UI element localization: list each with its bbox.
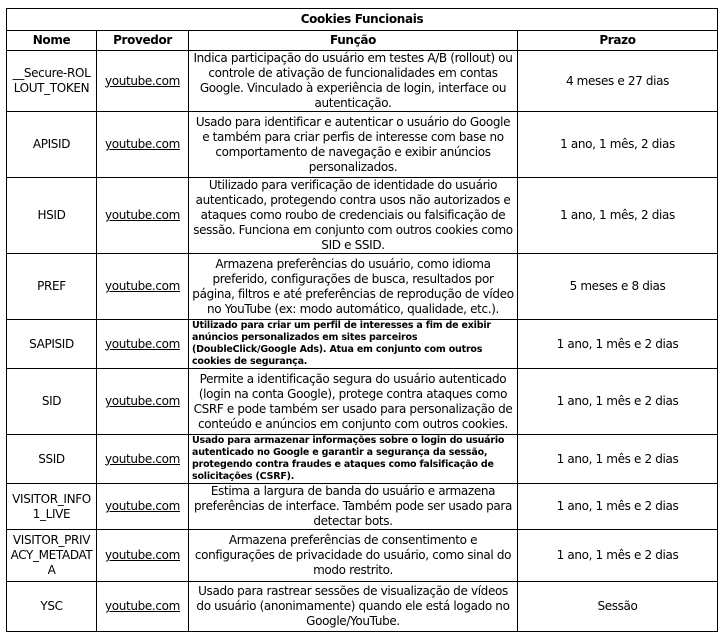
cookie-function: Usado para identificar e autenticar o usuário do Google e também para criar perfis de interesse com base no comportamento de navegação e exibir anúncios personalizados. (189, 112, 518, 178)
cookie-term: 1 ano, 1 mês e 2 dias (518, 484, 718, 530)
cookies-table (6, 8, 718, 632)
cookie-function: Armazena preferências do usuário, como idioma preferido, configurações de busca, resultados por página, filtros e até preferências de reprodução de vídeo no YouTube (ex: modo automático, qualidade, etc.). (189, 254, 518, 320)
cookie-term: 1 ano, 1 mês e 2 dias (518, 435, 718, 484)
provider-link[interactable]: youtube.com (105, 208, 180, 222)
table-row (7, 435, 718, 484)
table-row (7, 320, 718, 369)
cookie-name: SID (7, 369, 97, 435)
header-nome: Nome (7, 31, 97, 51)
cookie-term: 1 ano, 1 mês, 2 dias (518, 178, 718, 254)
cookie-name: YSC (7, 582, 97, 632)
cookie-name: VISITOR_PRIVACY_METADATA (7, 530, 97, 582)
table-row (7, 178, 718, 254)
table-row (7, 254, 718, 320)
cookie-term: 1 ano, 1 mês e 2 dias (518, 369, 718, 435)
provider-link[interactable]: youtube.com (105, 451, 180, 466)
cookie-name: VISITOR_INFO1_LIVE (7, 484, 97, 530)
provider-link[interactable]: youtube.com (105, 73, 180, 88)
cookie-name: HSID (7, 178, 97, 254)
cookie-term: 5 meses e 8 dias (518, 254, 718, 320)
table-row (7, 369, 718, 435)
cookie-function: Usado para rastrear sessões de visualização de vídeos do usuário (anonimamente) quando ele está logado no Google/YouTube. (189, 582, 518, 632)
provider-link[interactable]: youtube.com (105, 279, 180, 293)
table-row (7, 51, 718, 112)
cookie-name: PREF (7, 254, 97, 320)
table-row (7, 484, 718, 530)
cookie-function: Estima a largura de banda do usuário e armazena preferências de interface. Também pode ser usado para detectar bots. (189, 484, 518, 530)
cookie-term: 1 ano, 1 mês e 2 dias (518, 320, 718, 369)
table-row (7, 112, 718, 178)
header-funcao: Função (189, 31, 518, 51)
provider-link[interactable]: youtube.com (105, 548, 180, 562)
cookie-term: 1 ano, 1 mês e 2 dias (518, 530, 718, 582)
cookie-function: Permite a identificação segura do usuário autenticado (login na conta Google), protege contra ataques como CSRF e pode também ser usado para personalização de conteúdo e anúncios em conjunto com outros cookies. (189, 369, 518, 435)
cookie-function: Utilizado para criar um perfil de interesses a fim de exibir anúncios personalizados em sites parceiros (DoubleClick/Google Ads). Atua em conjunto com outros cookies de segurança. (189, 320, 518, 369)
table-title: Cookies Funcionais (6, 8, 718, 30)
cookie-name: __Secure-ROLLOUT_TOKEN (7, 51, 97, 112)
provider-link[interactable]: youtube.com (105, 599, 180, 613)
cookie-term: 4 meses e 27 dias (518, 51, 718, 112)
table-row (7, 582, 718, 632)
table-row (7, 530, 718, 582)
cookie-term: Sessão (518, 582, 718, 632)
provider-link[interactable]: youtube.com (105, 336, 180, 351)
header-prazo: Prazo (518, 31, 718, 51)
cookie-name: SAPISID (7, 320, 97, 369)
header-provedor: Provedor (97, 31, 189, 51)
cookie-term: 1 ano, 1 mês, 2 dias (518, 112, 718, 178)
provider-link[interactable]: youtube.com (105, 137, 180, 151)
cookie-function: Armazena preferências de consentimento e configurações de privacidade do usuário, como sinal do modo restrito. (189, 530, 518, 582)
cookie-name: SSID (7, 435, 97, 484)
cookie-function: Usado para armazenar informações sobre o login do usuário autenticado no Google e garantir a segurança da sessão, protegendo contra fraudes e ataques como falsificação de solicitações (CSRF). (189, 435, 518, 484)
cookie-function: Utilizado para verificação de identidade do usuário autenticado, protegendo contra usos não autorizados e ataques como roubo de credenciais ou falsificação de sessão. Funciona em conjunto com outros cookies como SID e SSID. (189, 178, 518, 254)
provider-link[interactable]: youtube.com (105, 499, 180, 513)
cookie-function: Indica participação do usuário em testes A/B (rollout) ou controle de ativação de funcionalidades em contas Google. Vinculado à experiência de login, interface ou autenticação. (189, 51, 518, 112)
provider-link[interactable]: youtube.com (105, 394, 180, 408)
cookie-name: APISID (7, 112, 97, 178)
